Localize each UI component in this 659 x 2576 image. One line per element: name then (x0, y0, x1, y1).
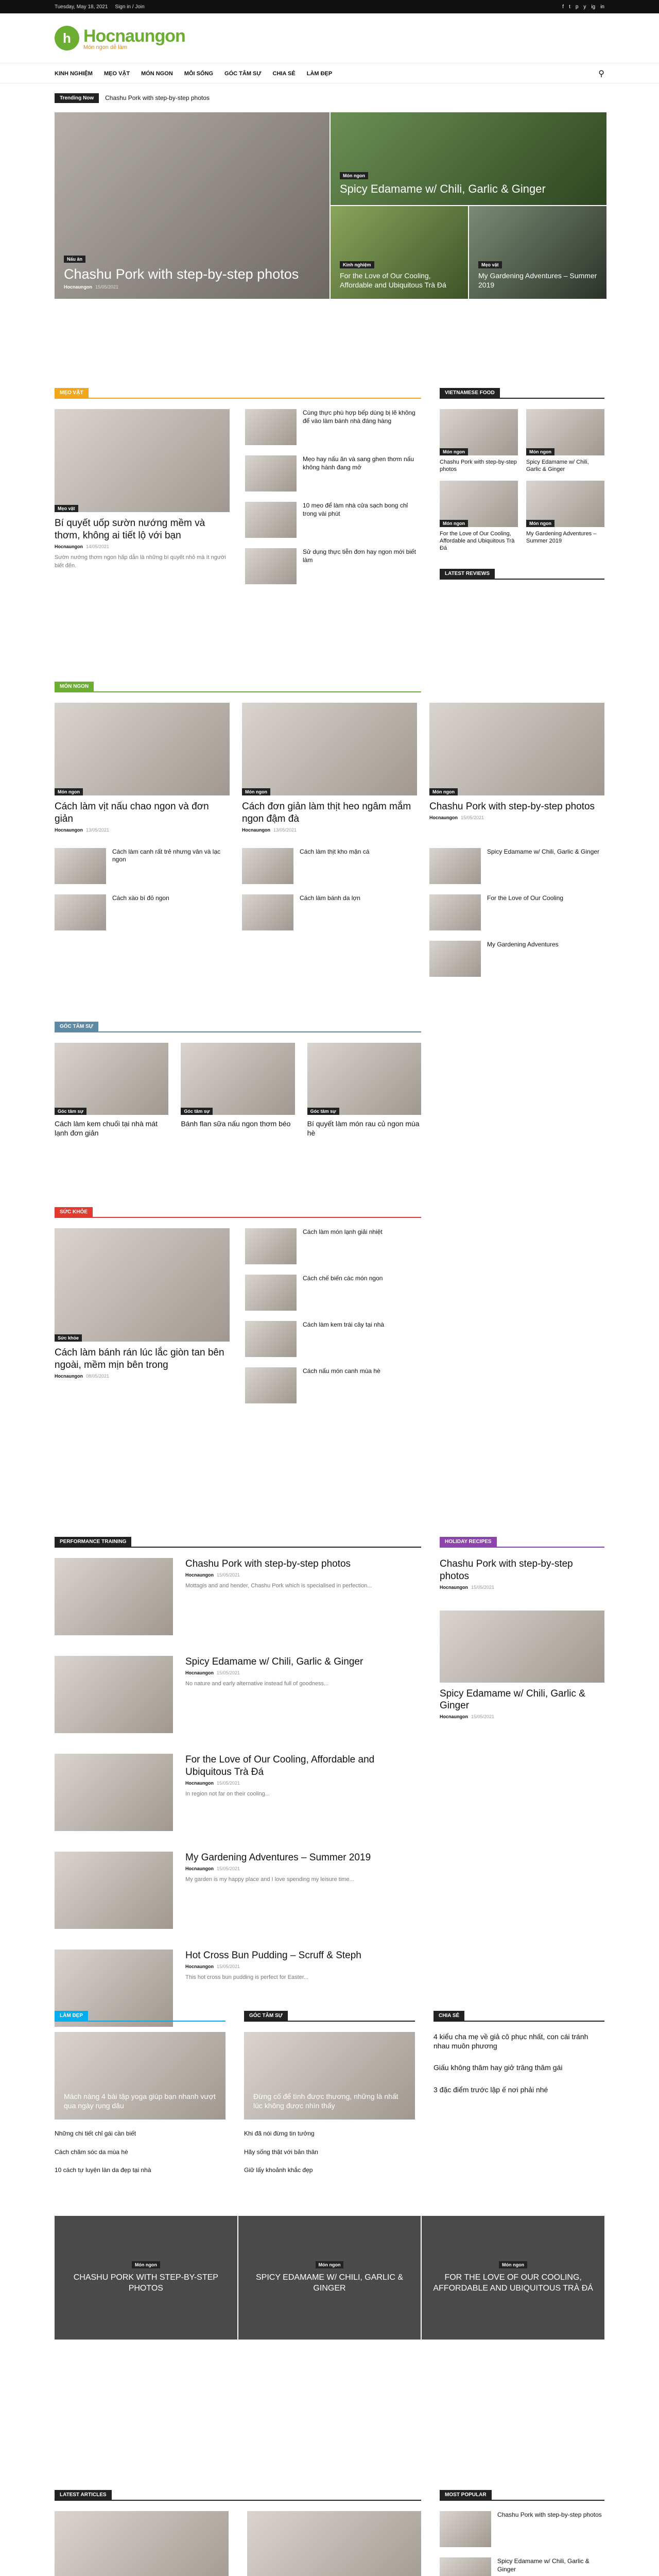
list-item[interactable] (245, 1321, 421, 1357)
side-post[interactable] (526, 481, 604, 552)
post-title[interactable]: Cách chăm sóc da mùa hè (55, 2148, 128, 2156)
category-badge[interactable]: Món ngon (429, 788, 458, 795)
list-item[interactable] (433, 2085, 604, 2094)
category-badge[interactable]: Góc tâm sự (307, 1108, 339, 1115)
category-badge[interactable]: Mẹo vặt (478, 261, 502, 268)
band-post[interactable] (422, 2216, 604, 2340)
top-date: Tuesday, May 18, 2021 (55, 4, 108, 10)
list-item[interactable] (245, 548, 421, 584)
category-badge[interactable]: Món ngon (499, 2261, 527, 2268)
post-excerpt: This hot cross bun pudding is perfect for Easter... (185, 1974, 309, 1980)
post-author[interactable]: Hocnaungon (440, 1714, 468, 1719)
post-title[interactable]: Cùng thực phù hợp bếp dùng bị lẽ không để vào làm bánh nhà đáng hàng (303, 409, 415, 425)
post-title[interactable]: For the Love of Our Cooling, Affordable and Ubiquitous Trà Đá (440, 530, 515, 552)
post-card[interactable] (55, 1043, 168, 1138)
post-title[interactable]: SPICY EDAMAME W/ CHILI, GARLIC & GINGER (256, 2273, 403, 2293)
category-badge[interactable]: Món ngon (242, 788, 270, 795)
category-badge[interactable]: Món ngon (316, 2261, 344, 2268)
linkedin-icon[interactable]: in (600, 4, 604, 10)
section-label: LÀM ĐẸP (55, 2011, 88, 2021)
post-author[interactable]: Hocnaungon (185, 1866, 214, 1871)
logo-mark-icon: h (55, 26, 79, 50)
search-icon[interactable]: ⚲ (598, 70, 604, 78)
category-badge[interactable]: Món ngon (440, 520, 468, 527)
post-title[interactable]: Spicy Edamame w/ Chili, Garlic & Ginger (440, 1688, 585, 1711)
category-badge[interactable]: Món ngon (440, 448, 468, 455)
category-badge[interactable]: Món ngon (526, 448, 554, 455)
nav-item-chia-se[interactable]: CHIA SẺ (272, 71, 296, 77)
post-title[interactable]: For the Love of Our Cooling (487, 894, 564, 902)
post-title[interactable]: Cách làm bánh da lợn (300, 894, 360, 902)
post-title[interactable]: Cách làm kem chuối tại nhà mát lạnh đơn giản (55, 1120, 158, 1138)
instagram-icon[interactable]: ig (591, 4, 596, 10)
post-title[interactable]: Bí quyết làm món rau củ ngon mùa hè (307, 1120, 420, 1138)
post-title[interactable]: Spicy Edamame w/ Chili, Garlic & Ginger (497, 2557, 589, 2573)
post-title[interactable]: Spicy Edamame w/ Chili, Garlic & Ginger (487, 848, 600, 855)
post-title[interactable]: Cách xào bí đỏ ngon (112, 894, 169, 902)
post-card[interactable] (55, 703, 230, 833)
post-date: 15/05/2021 (217, 1670, 240, 1675)
category-badge[interactable]: Món ngon (340, 172, 368, 179)
list-item[interactable] (244, 2130, 415, 2138)
category-badge[interactable]: Sức khỏe (55, 1334, 82, 1342)
trending-label: Trending Now (55, 93, 99, 103)
post-date: 08/05/2021 (86, 1373, 110, 1379)
list-item[interactable] (245, 1228, 421, 1264)
main-nav (0, 63, 659, 83)
featured-post[interactable] (55, 1228, 230, 1414)
post-author[interactable]: Hocnaungon (429, 815, 458, 820)
list-item[interactable] (244, 2148, 415, 2157)
list-item[interactable] (55, 848, 230, 884)
nav-item-moi-song[interactable]: MỖI SỐNG (184, 71, 214, 77)
post-title[interactable]: Giữ lấy khoảnh khắc đẹp (244, 2166, 313, 2174)
side-post[interactable] (526, 409, 604, 473)
post-date: 15/05/2021 (461, 815, 484, 820)
post-date: 15/05/2021 (95, 284, 119, 290)
hero-third[interactable] (331, 206, 468, 299)
post-title[interactable]: Bí quyết uốp sườn nướng mềm và thơm, không ai tiết lộ với bạn (55, 518, 205, 541)
category-badge[interactable]: Góc tâm sự (55, 1108, 86, 1115)
post-title[interactable]: Cách chế biến các món ngon (303, 1275, 383, 1282)
post-title[interactable]: My Gardening Adventures (487, 940, 559, 948)
section-label: PERFORMANCE TRAINING (55, 1537, 131, 1547)
category-badge[interactable]: Mẹo vặt (55, 505, 78, 512)
section-label: MẸO VẶT (55, 388, 89, 398)
list-item[interactable] (55, 2166, 226, 2175)
hero-fourth[interactable] (469, 206, 606, 299)
post-title[interactable]: CHASHU PORK WITH STEP-BY-STEP PHOTOS (73, 2273, 218, 2293)
post-title[interactable]: Đừng cố để tình được thương, những là nhất lúc không được nhìn thấy (253, 2092, 398, 2110)
nav-item-kinh-nghiem[interactable]: KINH NGHIỆM (55, 71, 93, 77)
post-author[interactable]: Hocnaungon (185, 1670, 214, 1675)
youtube-icon[interactable]: y (583, 4, 586, 10)
post-title[interactable]: My Gardening Adventures – Summer 2019 (185, 1852, 371, 1863)
list-item[interactable] (244, 2166, 415, 2175)
post-title[interactable]: Hot Cross Bun Pudding – Scruff & Steph (185, 1950, 361, 1961)
post-title[interactable]: Chashu Pork with step-by-step photos (440, 1558, 573, 1582)
list-item[interactable] (242, 848, 417, 884)
post-title[interactable]: FOR THE LOVE OF OUR COOLING, AFFORDABLE AND UBIQUITOUS TRÀ ĐÁ (433, 2273, 593, 2293)
hero-main[interactable] (55, 112, 330, 299)
section-label: HOLIDAY RECIPES (440, 1537, 497, 1547)
post-author[interactable]: Hocnaungon (55, 827, 83, 833)
post-date: 13/05/2021 (273, 827, 297, 833)
post-title[interactable]: Cách làm thịt kho mặn cá (300, 848, 370, 855)
post-author[interactable]: Hocnaungon (55, 544, 83, 549)
featured-post[interactable] (55, 2032, 226, 2120)
post-title[interactable]: For the Love of Our Cooling, Affordable and Ubiquitous Trà Đá (185, 1754, 375, 1777)
category-badge[interactable]: Món ngon (132, 2261, 160, 2268)
facebook-icon[interactable]: f (562, 4, 564, 10)
nav-item-meo-vat[interactable]: MẸO VẶT (103, 71, 130, 77)
post-title[interactable]: 4 kiểu cha mẹ về giả cô phục nhất, con cái tránh nhau muôn phương (433, 2032, 588, 2050)
long-post[interactable] (55, 1754, 421, 1831)
post-excerpt: My garden is my happy place and I love spending my leisure time... (185, 1876, 354, 1883)
category-badge[interactable]: Món ngon (55, 788, 83, 795)
site-header (0, 13, 659, 63)
side-thumb[interactable] (440, 1611, 604, 1683)
post-title[interactable]: Sử dụng thực tiễn đơn hay ngon mới biết làm (303, 548, 416, 564)
post-title[interactable]: Mẹo hay nấu ăn và sang ghen thơm nấu không hành đang mở (303, 455, 414, 471)
list-item[interactable] (433, 2063, 604, 2072)
long-post[interactable] (55, 1852, 421, 1929)
side-post[interactable] (440, 1688, 604, 1720)
post-title[interactable]: Giấu không thăm hay giở trăng thăm gái (433, 2063, 563, 2072)
trending-title[interactable]: Chashu Pork with step-by-step photos (105, 94, 210, 101)
section-label: MOST POPULAR (440, 2490, 492, 2500)
list-item[interactable] (429, 941, 604, 977)
band-post[interactable] (238, 2216, 421, 2340)
section-label: MÓN NGON (55, 682, 94, 691)
post-card[interactable] (181, 1043, 294, 1138)
post-title[interactable]: Mách nàng 4 bài tập yoga giúp bạn nhanh vượt qua ngày rụng dâu (64, 2092, 216, 2110)
post-title[interactable]: Cách làm vịt nấu chao ngon và đơn giản (55, 801, 209, 824)
pinterest-icon[interactable]: p (575, 4, 579, 10)
post-title[interactable]: Cách làm kem trái cây tại nhà (303, 1321, 385, 1328)
post-excerpt: In region not far on their cooling... (185, 1790, 270, 1797)
section-label: SỨC KHỎE (55, 1207, 93, 1217)
category-badge[interactable]: Kinh nghiệm (340, 261, 374, 268)
band-post[interactable] (55, 2216, 237, 2340)
post-card[interactable] (307, 1043, 421, 1138)
post-title[interactable]: My Gardening Adventures – Summer 2019 (526, 530, 597, 544)
post-date: 13/05/2021 (86, 827, 110, 833)
section-label: GÓC TÂM SỰ (55, 1022, 98, 1031)
side-post[interactable] (440, 1558, 604, 1590)
login-link[interactable]: Sign in / Join (115, 4, 145, 10)
post-title[interactable]: Hãy sống thật với bản thân (244, 2148, 318, 2156)
post-title[interactable]: Những chi tiết chỉ gái cần biết (55, 2130, 136, 2137)
post-author[interactable]: Hocnaungon (185, 1780, 214, 1786)
list-item[interactable] (429, 848, 604, 884)
post-title[interactable]: Spicy Edamame w/ Chili, Garlic & Ginger (526, 459, 589, 473)
post-excerpt: Mottagis and and hender, Chashu Pork which is specialised in perfection... (185, 1582, 372, 1589)
list-item[interactable] (440, 2557, 604, 2576)
list-item[interactable] (440, 2511, 604, 2547)
featured-post[interactable] (55, 409, 230, 595)
nav-item-mon-ngon[interactable]: MÓN NGON (141, 71, 173, 77)
twitter-icon[interactable]: t (569, 4, 570, 10)
post-title[interactable]: 3 đặc điểm trước lập ế nơi phải nhé (433, 2085, 548, 2094)
post-title[interactable]: Chashu Pork with step-by-step photos (440, 459, 517, 473)
nav-item-lam-dep[interactable]: LÀM ĐẸP (306, 71, 333, 77)
post-title[interactable]: Cách nấu món canh mùa hè (303, 1367, 380, 1375)
post-date: 15/05/2021 (217, 1572, 240, 1578)
list-item[interactable] (245, 1367, 421, 1403)
list-item[interactable] (242, 894, 417, 930)
section-label: LATEST REVIEWS (440, 569, 495, 579)
social-icons (562, 4, 604, 10)
featured-post[interactable] (244, 2032, 415, 2120)
section-label: LATEST ARTICLES (55, 2490, 112, 2500)
post-title[interactable]: Khi đã nói đừng tin tưởng (244, 2130, 315, 2137)
hero-main-title[interactable]: Chashu Pork with step-by-step photos (64, 266, 299, 282)
list-item[interactable] (55, 2130, 226, 2138)
list-item[interactable] (55, 894, 230, 930)
site-logo[interactable] (55, 26, 185, 50)
post-title[interactable]: Spicy Edamame w/ Chili, Garlic & Ginger (185, 1656, 363, 1667)
post-date: 15/05/2021 (471, 1584, 495, 1590)
hero-second-title[interactable]: Spicy Edamame w/ Chili, Garlic & Ginger (340, 182, 546, 195)
list-item[interactable] (55, 2148, 226, 2157)
post-date: 15/05/2021 (217, 1866, 240, 1871)
section-label: GÓC TÂM SỰ (244, 2011, 288, 2021)
list-item[interactable] (433, 2032, 604, 2050)
list-item[interactable] (429, 894, 604, 930)
post-card[interactable] (55, 2511, 229, 2576)
category-badge[interactable]: Món ngon (526, 520, 554, 527)
long-post[interactable] (55, 1558, 421, 1635)
post-title[interactable]: Cách làm bánh rán lúc lắc giòn tan bên ngoài, mềm mịn bên trong (55, 1347, 224, 1370)
category-badge[interactable]: Nấu ăn (64, 256, 85, 263)
post-author[interactable]: Hocnaungon (185, 1963, 214, 1969)
hero-third-title[interactable]: For the Love of Our Cooling, Affordable and Ubiquitous Trà Đá (340, 272, 446, 289)
post-title[interactable]: Cách làm món lạnh giải nhiệt (303, 1228, 383, 1235)
post-card[interactable] (429, 703, 604, 833)
post-excerpt: Sườn nướng thơm ngon hấp dẫn là những bí quyết nhỏ mà ít người biết đến. (55, 554, 226, 569)
hero-fourth-title[interactable]: My Gardening Adventures – Summer 2019 (478, 272, 597, 289)
post-title[interactable]: 10 cách tự luyện làn da đẹp tại nhà (55, 2166, 151, 2174)
list-item[interactable] (245, 409, 421, 445)
post-date: 14/05/2021 (86, 544, 110, 549)
list-item[interactable] (245, 502, 421, 538)
logo-tagline: Món ngon dễ làm (83, 44, 127, 50)
section-label: VIETNAMESE FOOD (440, 388, 500, 398)
post-excerpt: No nature and early alternative instead full of goodness... (185, 1680, 329, 1687)
logo-name: Hocnaungon (83, 26, 185, 46)
post-author[interactable]: Hocnaungon (55, 1373, 83, 1379)
post-date: 15/05/2021 (217, 1780, 240, 1786)
list-item[interactable] (245, 455, 421, 492)
post-title[interactable]: Chashu Pork with step-by-step photos (185, 1558, 351, 1569)
nav-item-goc-tam-su[interactable]: GÓC TÂM SỰ (224, 71, 262, 77)
trending-bar (55, 89, 604, 107)
hero-second[interactable] (331, 112, 606, 205)
post-title[interactable]: Cách đơn giản làm thịt heo ngâm mắm ngon đậm đà (242, 801, 411, 824)
post-title[interactable]: Chashu Pork with step-by-step photos (497, 2511, 602, 2518)
post-title[interactable]: Cách làm canh rất trẻ nhưng vân và lạc ngon (112, 848, 221, 863)
post-author[interactable]: Hocnaungon (242, 827, 270, 833)
side-post[interactable] (440, 481, 518, 552)
post-author[interactable]: Hocnaungon (64, 284, 92, 290)
list-item[interactable] (245, 1275, 421, 1311)
post-author[interactable]: Hocnaungon (185, 1572, 214, 1578)
hero-grid (55, 112, 604, 299)
post-title[interactable]: Bánh flan sữa nấu ngon thơm béo (181, 1120, 291, 1128)
post-title[interactable]: Chashu Pork with step-by-step photos (429, 801, 595, 812)
long-post[interactable] (55, 1656, 421, 1733)
featured-band (55, 2216, 604, 2340)
post-date: 15/05/2021 (471, 1714, 495, 1719)
post-card[interactable] (247, 2511, 421, 2576)
post-author[interactable]: Hocnaungon (440, 1584, 468, 1590)
category-badge[interactable]: Góc tâm sự (181, 1108, 213, 1115)
post-card[interactable] (242, 703, 417, 833)
post-title[interactable]: 10 mẹo để làm nhà cửa sạch bong chỉ trong vài phút (303, 502, 408, 517)
top-bar (0, 0, 659, 13)
side-post[interactable] (440, 409, 518, 473)
post-date: 15/05/2021 (217, 1963, 240, 1969)
section-label: CHIA SẺ (433, 2011, 464, 2021)
